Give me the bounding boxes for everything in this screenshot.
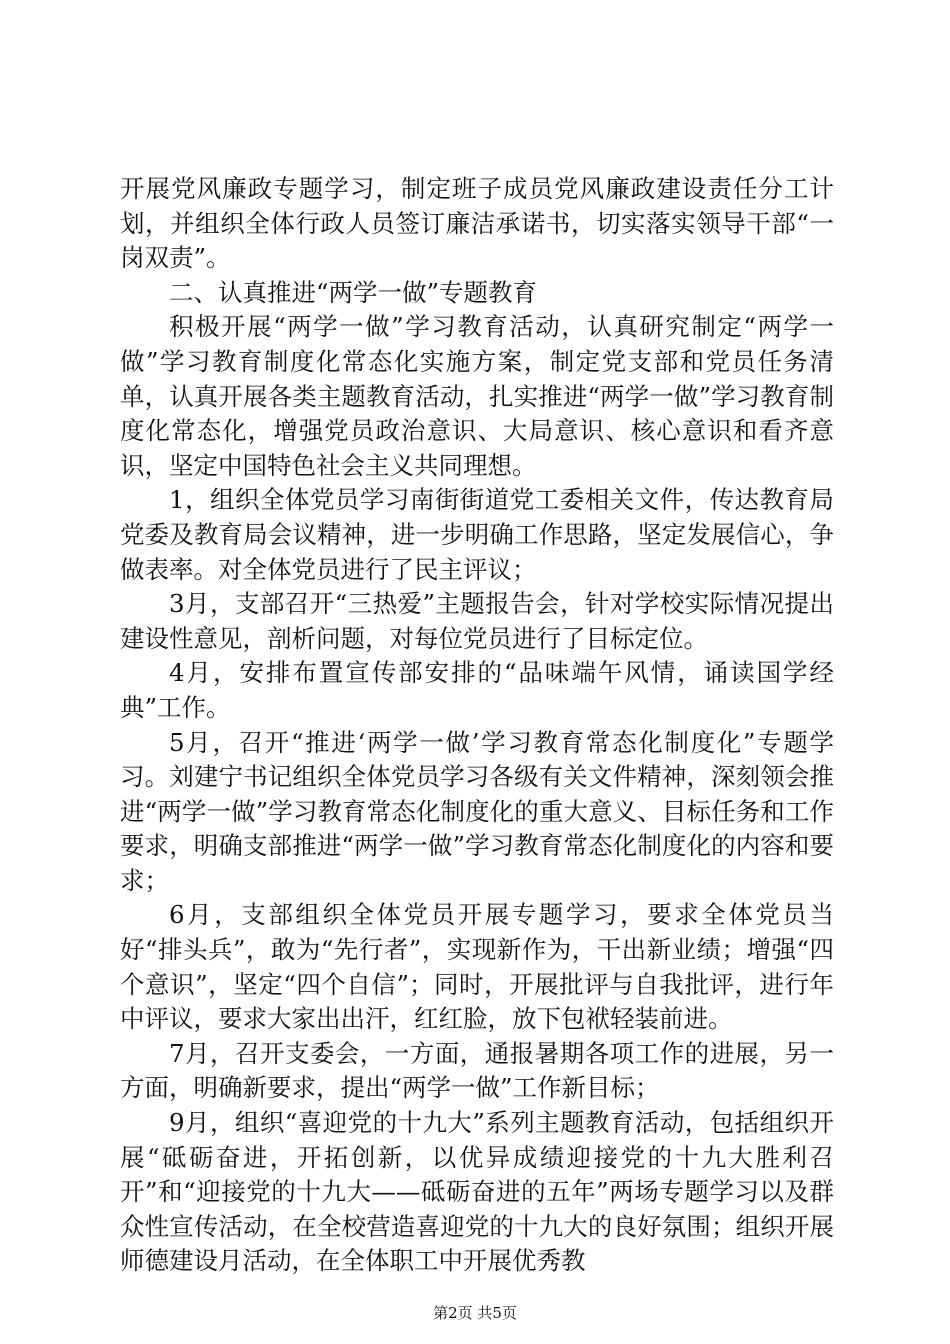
paragraph: 6月，支部组织全体党员开展专题学习，要求全体党员当好“排头兵”，敢为“先行者”，实现新作为，干出新业绩；增强“四个意识”，坚定“四个自信”；同时，开展批评与自我批评，进行年中评议，要求大家出出汗，红红脸，放下包袱轻装前进。 <box>120 900 834 1034</box>
paragraph: 4月，安排布置宣传部安排的“品味端午风情，诵读国学经典”工作。 <box>120 658 834 722</box>
section-heading: 二、认真推进“两学一做”专题教育 <box>169 277 538 307</box>
paragraph: 7月，召开支委会，一方面，通报暑期各项工作的进展，另一方面，明确新要求，提出“两学一做”工作新目标； <box>120 1038 834 1103</box>
paragraph: 积极开展“两学一做”学习教育活动，认真研究制定“两学一做”学习教育制度化常态化实施方案，制定党支部和党员任务清单，认真开展各类主题教育活动，扎实推进“两学一做”学习教育制度化常态化，增强党员政治意识、大局意识、核心意识和看齐意识，坚定中国特色社会主义共同理想。 <box>120 312 834 480</box>
paragraph: 3月，支部召开“三热爱”主题报告会，针对学校实际情况提出建设性意见，剖析问题，对每位党员进行了目标定位。 <box>120 589 834 653</box>
document-body <box>120 172 834 1279</box>
paragraph: 1，组织全体党员学习南街街道党工委相关文件，传达教育局党委及教育局会议精神，进一步明确工作思路，坚定发展信心，争做表率。对全体党员进行了民主评议； <box>120 485 834 584</box>
page-number-footer: 第2页 共5页 <box>433 1304 517 1322</box>
paragraph: 开展党风廉政专题学习，制定班子成员党风廉政建设责任分工计划，并组织全体行政人员签订廉洁承诺书，切实落实领导干部“一岗双责”。 <box>120 174 834 273</box>
paragraph: 9月，组织“喜迎党的十九大”系列主题教育活动，包括组织开展“砥砺奋进，开拓创新，以优异成绩迎接党的十九大胜利召开”和“迎接党的十九大——砥砺奋进的五年”两场专题学习以及群众性宣传活动，在全校营造喜迎党的十九大的良好氛围；组织开展师德建设月活动，在全体职工中开展优秀教 <box>120 1108 834 1276</box>
paragraph: 5月，召开“推进‘两学一做’学习教育常态化制度化”专题学习。刘建宁书记组织全体党员学习各级有关文件精神，深刻领会推进“两学一做”学习教育常态化制度化的重大意义、目标任务和工作要求，明确支部推进“两学一做”学习教育常态化制度化的内容和要求； <box>120 727 834 895</box>
